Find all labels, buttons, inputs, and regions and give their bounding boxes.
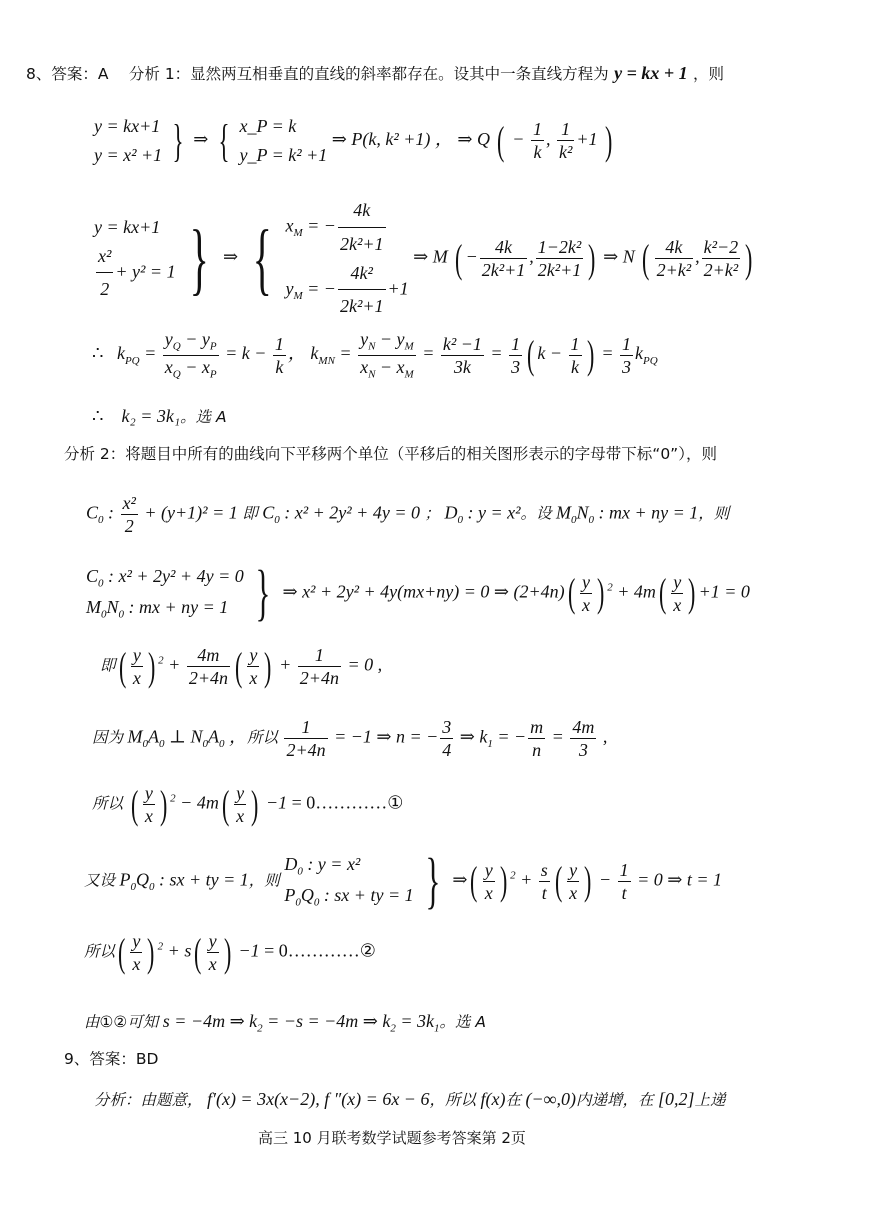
suoyi-2-tail: = 0…………②: [264, 940, 376, 961]
q8-header-eq: y = kx + 1: [614, 63, 688, 83]
ji-label: 即: [100, 656, 116, 675]
k2-tail: 。选 A: [180, 408, 227, 426]
q9-mid3: 内递增，在: [575, 1091, 654, 1109]
system-1: y = kx+1 y = x² +1 } ⇒ { x_P = k y_P = k² +1 ⇒ P(k, k² +1) ， ⇒ Q ( − $\frac{1}{k}$ , $\frac{1}{\text{k²}}$ +1 ): [94, 112, 615, 170]
k2-line: [92, 407, 227, 426]
c0-line: $C_0$ : $\frac{\text{x²}}{2}$ + (y+1)² = 1 即 $C_0$ : x² + 2y² + 4y = 0 ； $D_0$ : y = x²。设 $M_0N_0$ : mx + ny = 1，则: [86, 493, 730, 536]
analysis-2-title: 分析 2：将题目中所有的曲线向下平移两个单位（平移后的相关图形表示的字母带下标“0”），则: [64, 445, 717, 463]
sys2-eq-a: y = kx+1: [94, 216, 161, 237]
q8-header-tail: ，则: [693, 65, 725, 83]
sys1-eq-c: x_P = k: [239, 116, 297, 136]
q8-header-text: 8、答案：A 分析 1：显然两互相垂直的直线的斜率都存在。设其中一条直线方程为: [26, 65, 609, 83]
q9-analysis-label: 分析：由题意，: [94, 1091, 203, 1109]
sys1-eq-a: y = kx+1: [94, 116, 161, 136]
slope-line: ∴ $k_{PQ}$ = $\frac{y_Q - y_P}{x_Q - x_P}$ = k − $\frac{1}{k}$ ， $k_{MN}$ = $\frac{y_N - y_M}{x_N - x_M}$ = $\frac{\text{k² −1}}{3k}$ = $\frac{1}{3}$ ( k − $\frac{1}{k}$ ) = $\frac{1}{3}$ $k_{PQ}$: [92, 329, 658, 381]
page-footer: 高三 10 月联考数学试题参考答案第 2页: [258, 1129, 526, 1147]
therefore-1: ∴: [92, 343, 104, 364]
system-2: y = kx+1 $\frac{\text{x²}}{2}$ + y² = 1 } ⇒ { $x_M$ = − $\frac{4k}{\text{2k²+1}}$ $y_M$ = − $\frac{\text{4k²}}{\text{2k²+1}}$ +1 ⇒ M ( − $\frac{4k}{\text{2k²+1}}$ , $\frac{\text{1−2k²}}{\text{2k²+1}}$ ) ⇒ N ( $\frac{4k}{\text{2+k²}}$ , $\frac{\text{k²−2}}{\text{2+k²}}$ ): [94, 196, 755, 321]
suoyi-1-tail: = 0…………①: [291, 792, 404, 813]
you-tail: 。选 A: [439, 1013, 487, 1031]
sys1-eq-b: y = x² +1: [94, 144, 163, 165]
c0-set: 。设: [520, 504, 552, 523]
c0-sep: ；: [424, 504, 440, 523]
yinwei-line: 因为 $M_0A_0$ ⊥ $N_0A_0$ ，所以 $\frac{1}{2+4n}$ = −1 ⇒ n = − $\frac{3}{4}$ ⇒ $k_1$ = − $\frac{m}{n}$ = $\frac{4m}{3}$ ,: [92, 717, 608, 760]
sys2-result-n: ⇒ N: [603, 246, 635, 267]
c0-ji: 即: [242, 504, 258, 523]
youshe-line: 又设 $P_0Q_0$ : sx + ty = 1，则 $D_0$ : y = x² $P_0Q_0$ : sx + ty = 1 } ⇒( $\frac{y}{x}$ ) $^2$ + $\frac{s}{t}$ ( $\frac{y}{x}$ ) − $\frac{1}{t}$ = 0 ⇒ t = 1: [84, 847, 722, 916]
suoyi-1-label: 所以: [92, 794, 124, 813]
you-label: 由①②可知: [84, 1013, 159, 1031]
system-3: $C_0$ : x² + 2y² + 4y = 0 $M_0N_0$ : mx + ny = 1 } ⇒ x² + 2y² + 4y(mx+ny) = 0 ⇒ (2+4n)( $\frac{y}{x}$ ) $^2$ + 4m( $\frac{y}{x}$ ) +1 = 0: [86, 559, 750, 628]
youshe-label: 又设: [84, 871, 116, 890]
you-line: 由①②可知 s = −4m ⇒ $k_2 = -s = -4m$ ⇒ $k_2 = 3k_1$。选 A: [84, 1011, 487, 1035]
suoyi-2-line: 所以( $\frac{y}{x}$ ) $^2$ + s( $\frac{y}{x}$ ) −1 = 0…………②: [84, 929, 376, 975]
therefore-2: ∴: [92, 406, 104, 426]
youshe-mid: ，则: [248, 871, 280, 890]
c0-tail: ，则: [698, 504, 730, 523]
q9-analysis: 分析：由题意， f′(x) = 3x(x−2), f ″(x) = 6x − 6，所以 f(x)在 (−∞,0)内递增，在 [0,2]上递: [94, 1089, 726, 1109]
k2-eq: k₂ = 3k₁: [121, 406, 181, 426]
suoyi-2-label: 所以: [84, 942, 116, 961]
sys2-result-m: ⇒ M: [413, 246, 448, 267]
q9-mid: ，所以: [429, 1091, 476, 1109]
yinwei-label: 因为: [92, 728, 124, 747]
ji-line: 即( $\frac{y}{x}$ ) $^2$ + $\frac{4m}{2+4n}$ ( $\frac{y}{x}$ ) + $\frac{1}{2+4n}$ = 0 ,: [100, 643, 383, 689]
q9-tail: 上递: [694, 1091, 726, 1109]
sys1-eq-d: y_P = k² +1: [239, 144, 328, 165]
sys2-eq-b: + y² = 1: [115, 261, 176, 282]
suoyi-1-line: 所以 ( $\frac{y}{x}$ ) $^2$ − 4m( $\frac{y}{x}$ ) −1 = 0…………①: [92, 781, 404, 827]
sys1-result: ⇒ P(k, k² +1) ， ⇒ Q: [331, 128, 490, 149]
q9-mid2: 在: [505, 1091, 521, 1109]
q9-header: 9、答案：BD: [64, 1050, 159, 1068]
q8-header: [26, 64, 724, 83]
